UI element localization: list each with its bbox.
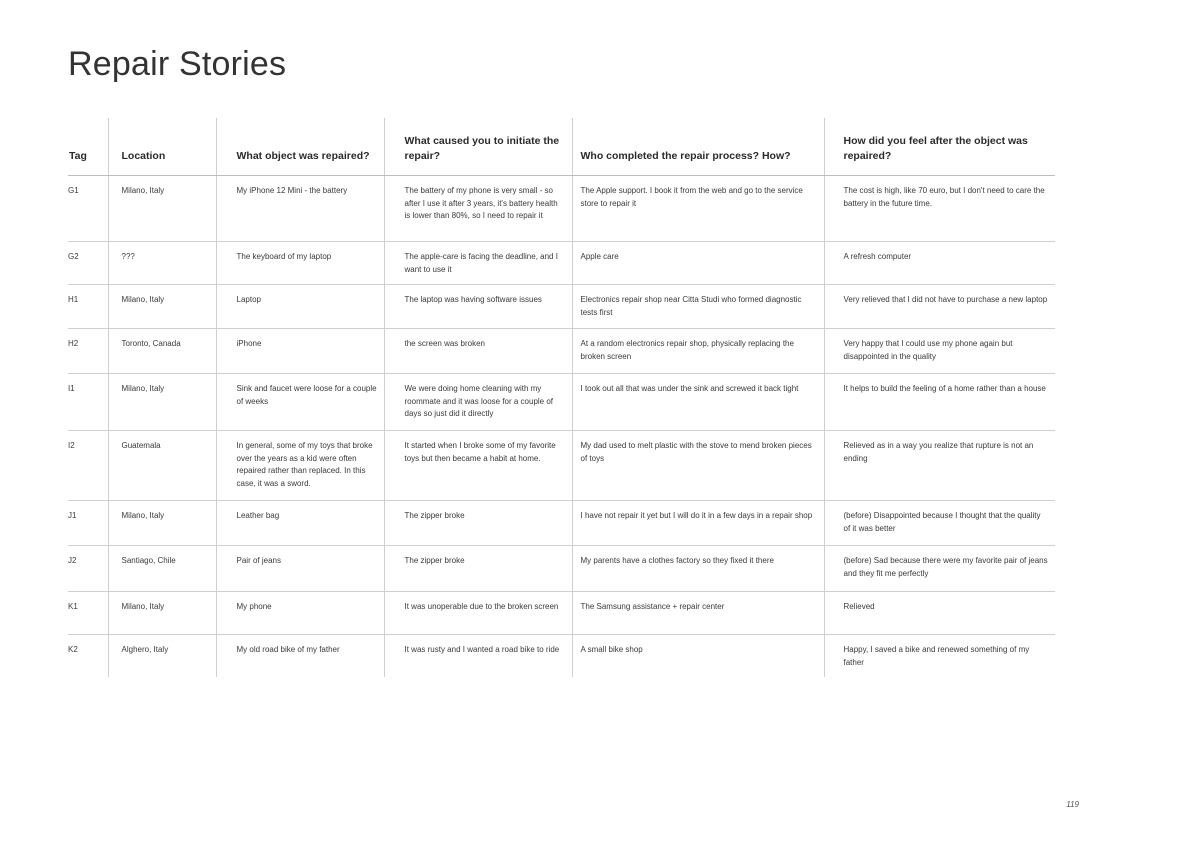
table-row bbox=[68, 242, 1055, 285]
cell-cause: The laptop was having software issues bbox=[384, 285, 572, 329]
table-row bbox=[68, 176, 1055, 242]
cell-tag: H2 bbox=[68, 329, 108, 374]
header-cause: What caused you to initiate the repair? bbox=[384, 118, 572, 176]
cell-tag: K1 bbox=[68, 592, 108, 635]
cell-feeling: The cost is high, like 70 euro, but I don't need to care the battery in the future time. bbox=[824, 176, 1055, 242]
cell-who: At a random electronics repair shop, physically replacing the broken screen bbox=[572, 329, 824, 374]
cell-feeling: (before) Disappointed because I thought that the quality of it was better bbox=[824, 501, 1055, 546]
repair-stories-table bbox=[68, 118, 1055, 677]
cell-feeling: Relieved as in a way you realize that rupture is not an ending bbox=[824, 431, 1055, 501]
cell-feeling: Happy, I saved a bike and renewed something of my father bbox=[824, 635, 1055, 678]
cell-cause: The battery of my phone is very small - so after I use it after 3 years, it's battery health is lower than 80%, so I need to repair it bbox=[384, 176, 572, 242]
header-feeling: How did you feel after the object was repaired? bbox=[824, 118, 1055, 176]
cell-cause: The apple-care is facing the deadline, and I want to use it bbox=[384, 242, 572, 285]
table-row bbox=[68, 592, 1055, 635]
header-who: Who completed the repair process? How? bbox=[572, 118, 824, 176]
header-location: Location bbox=[108, 118, 216, 176]
cell-feeling: Relieved bbox=[824, 592, 1055, 635]
table-row bbox=[68, 374, 1055, 431]
header-tag: Tag bbox=[68, 118, 108, 176]
cell-location: Milano, Italy bbox=[108, 176, 216, 242]
cell-who: Electronics repair shop near Citta Studi who formed diagnostic tests first bbox=[572, 285, 824, 329]
cell-tag: J1 bbox=[68, 501, 108, 546]
cell-object: Leather bag bbox=[216, 501, 384, 546]
cell-who: The Apple support. I book it from the web and go to the service store to repair it bbox=[572, 176, 824, 242]
cell-who: The Samsung assistance + repair center bbox=[572, 592, 824, 635]
cell-cause: It was rusty and I wanted a road bike to ride bbox=[384, 635, 572, 678]
cell-feeling: A refresh computer bbox=[824, 242, 1055, 285]
cell-location: Milano, Italy bbox=[108, 374, 216, 431]
cell-who: Apple care bbox=[572, 242, 824, 285]
cell-feeling: Very relieved that I did not have to purchase a new laptop bbox=[824, 285, 1055, 329]
table-row bbox=[68, 546, 1055, 592]
cell-cause: It started when I broke some of my favorite toys but then became a habit at home. bbox=[384, 431, 572, 501]
cell-tag: H1 bbox=[68, 285, 108, 329]
cell-who: My dad used to melt plastic with the stove to mend broken pieces of toys bbox=[572, 431, 824, 501]
cell-object: The keyboard of my laptop bbox=[216, 242, 384, 285]
cell-object: My phone bbox=[216, 592, 384, 635]
cell-feeling: It helps to build the feeling of a home rather than a house bbox=[824, 374, 1055, 431]
cell-tag: I2 bbox=[68, 431, 108, 501]
cell-location: Milano, Italy bbox=[108, 592, 216, 635]
cell-tag: K2 bbox=[68, 645, 78, 654]
cell-object: My iPhone 12 Mini - the battery bbox=[216, 176, 384, 242]
cell-location: Milano, Italy bbox=[108, 285, 216, 329]
cell-object: Pair of jeans bbox=[216, 546, 384, 592]
cell-cause: It was unoperable due to the broken screen bbox=[384, 592, 572, 635]
page-title: Repair Stories bbox=[68, 45, 287, 83]
cell-location: Milano, Italy bbox=[108, 501, 216, 546]
cell-tag: G2 bbox=[68, 242, 108, 285]
cell-location: Guatemala bbox=[108, 431, 216, 501]
cell-cause: the screen was broken bbox=[384, 329, 572, 374]
table-row bbox=[68, 431, 1055, 501]
cell-location: Alghero, Italy bbox=[108, 635, 216, 678]
table-row bbox=[68, 501, 1055, 546]
table-row bbox=[68, 285, 1055, 329]
cell-cause: The zipper broke bbox=[384, 501, 572, 546]
table-row bbox=[68, 635, 1055, 678]
cell-who: My parents have a clothes factory so they fixed it there bbox=[572, 546, 824, 592]
table-row bbox=[68, 329, 1055, 374]
cell-feeling: Very happy that I could use my phone again but disappointed in the quality bbox=[824, 329, 1055, 374]
cell-object: My old road bike of my father bbox=[216, 635, 384, 678]
cell-who: I took out all that was under the sink and screwed it back tight bbox=[572, 374, 824, 431]
cell-object: Laptop bbox=[216, 285, 384, 329]
table-header-row bbox=[68, 118, 1055, 176]
cell-tag: G1 bbox=[68, 176, 108, 242]
cell-tag: I1 bbox=[68, 374, 108, 431]
cell-object: iPhone bbox=[216, 329, 384, 374]
cell-cause: The zipper broke bbox=[384, 546, 572, 592]
cell-location: Santiago, Chile bbox=[108, 546, 216, 592]
cell-cause: We were doing home cleaning with my roommate and it was loose for a couple of days so just did it directly bbox=[384, 374, 572, 431]
page-number: 119 bbox=[1066, 800, 1079, 809]
cell-feeling: (before) Sad because there were my favorite pair of jeans and they fit me perfectly bbox=[824, 546, 1055, 592]
cell-location: ??? bbox=[108, 242, 216, 285]
cell-object: In general, some of my toys that broke over the years as a kid were often repaired rather than replaced. In this case, it was a sword. bbox=[216, 431, 384, 501]
cell-location: Toronto, Canada bbox=[108, 329, 216, 374]
cell-tag: J2 bbox=[68, 546, 108, 592]
cell-who: A small bike shop bbox=[572, 635, 824, 678]
cell-who: I have not repair it yet but I will do it in a few days in a repair shop bbox=[572, 501, 824, 546]
header-object: What object was repaired? bbox=[216, 118, 384, 176]
cell-object: Sink and faucet were loose for a couple of weeks bbox=[216, 374, 384, 431]
